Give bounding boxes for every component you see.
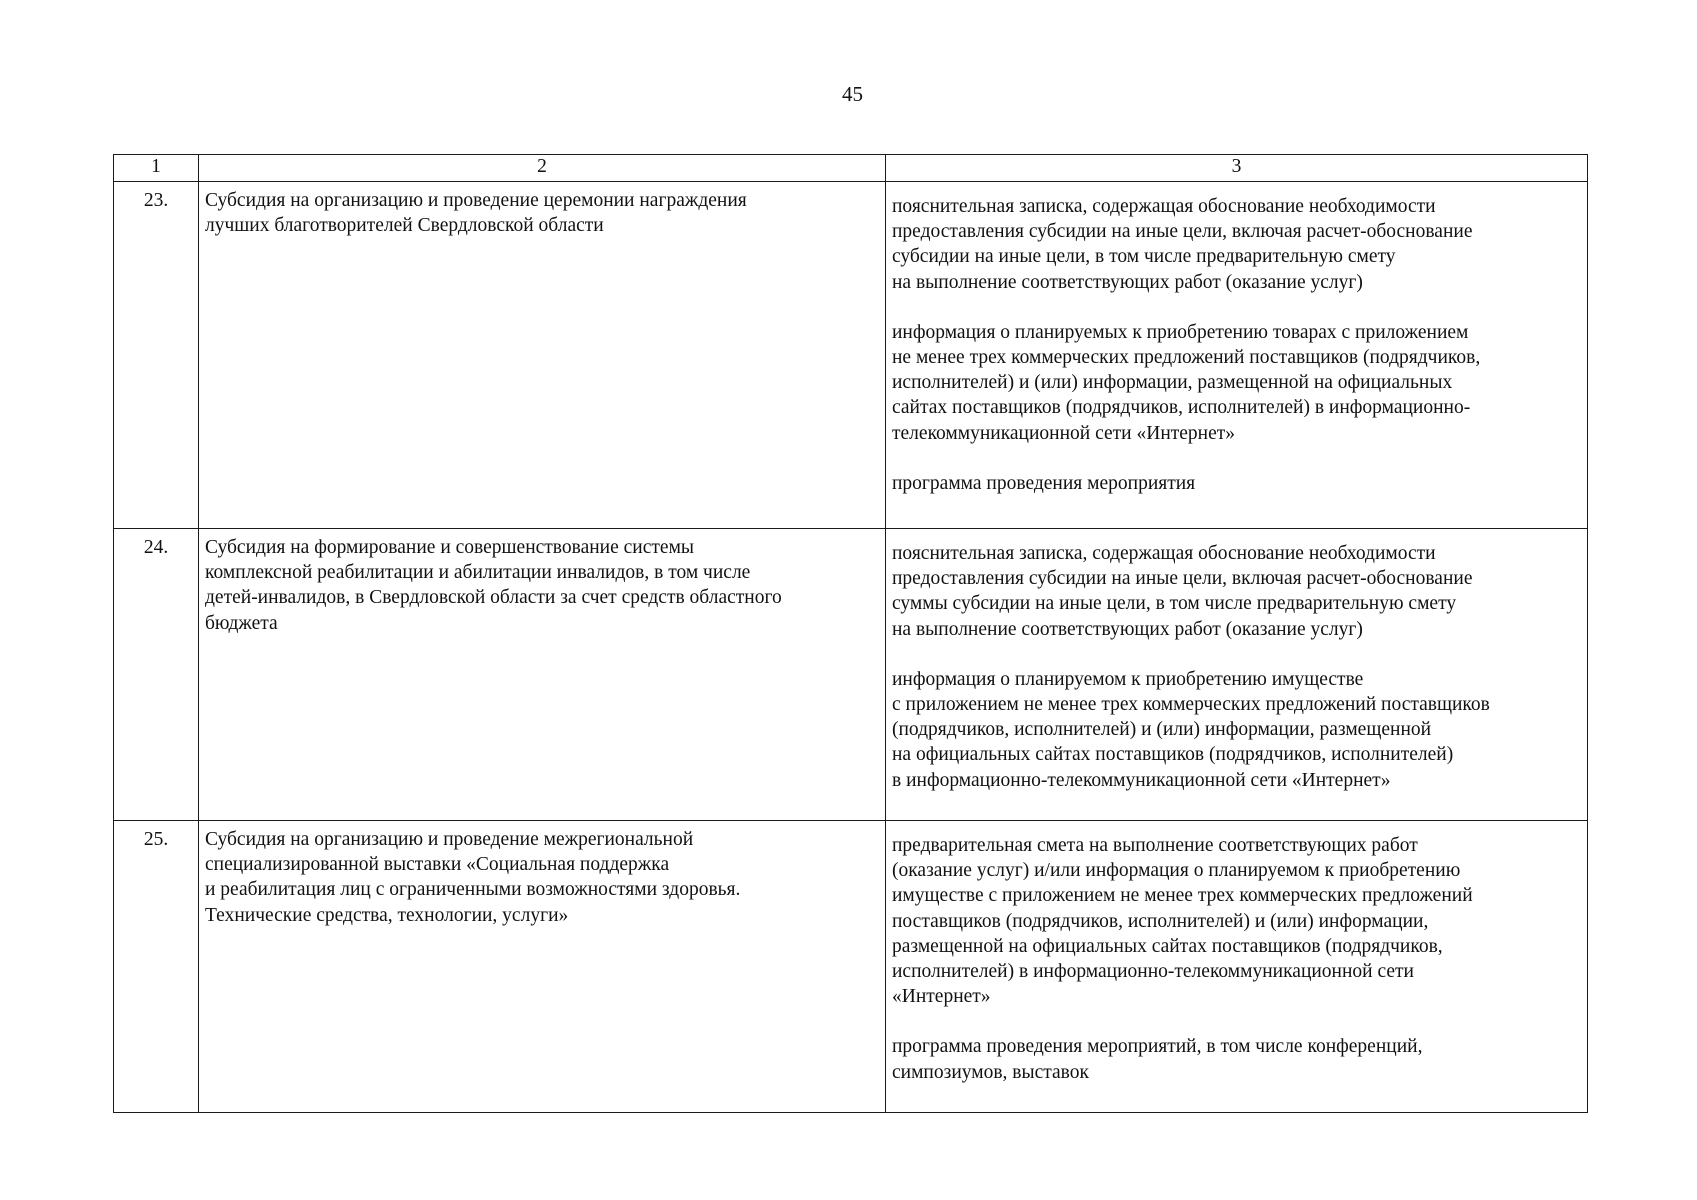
- document-item: предварительная смета на выполнение соответствующих работ (оказание услуг) и/или информация о планируемом к приобретению имуществе с приложением не менее трех коммерческих предложений поставщиков (подрядчиков, исполнителей) и (или) информации, размещенной на официальных сайтах поставщиков (подрядчиков, исполнителей) в информационно-телекоммуникационной сети «Интернет»: [892, 835, 1473, 1008]
- table-row: [114, 821, 1588, 1113]
- column-header-3: 3: [886, 155, 1588, 182]
- subsidy-description: [199, 529, 886, 821]
- table-row: [114, 182, 1588, 529]
- table-header-row: [114, 155, 1588, 182]
- document-item: программа проведения мероприятия: [892, 472, 1196, 494]
- row-number: 24.: [114, 529, 199, 821]
- required-documents: [886, 821, 1588, 1113]
- required-documents: [886, 529, 1588, 821]
- document-item: программа проведения мероприятий, в том числе конференций, симпозиумов, выставок: [892, 1036, 1423, 1083]
- column-header-1: 1: [114, 155, 199, 182]
- required-documents: [886, 182, 1588, 529]
- subsidy-description-text: Субсидия на организацию и проведение межрегиональной специализированной выставки «Социальная поддержка и реабилитация лиц с ограниченными возможностями здоровья. Технические средства, технологии, услуги»: [205, 829, 741, 926]
- subsidy-description-text: Субсидия на формирование и совершенствование системы комплексной реабилитации и абилитации инвалидов, в том числе детей-инвалидов, в Свердловской области за счет средств областного бюджета: [205, 537, 782, 634]
- document-item: пояснительная записка, содержащая обоснование необходимости предоставления субсидии на иные цели, включая расчет-обоснование суммы субсидии на иные цели, в том числе предварительную смету на выполнение соответствующих работ (оказание услуг): [892, 543, 1473, 640]
- row-number: 25.: [114, 821, 199, 1113]
- document-table: [113, 154, 1588, 1113]
- column-header-2: 2: [199, 155, 886, 182]
- document-item: информация о планируемых к приобретению товарах с приложением не менее трех коммерческих предложений поставщиков (подрядчиков, исполнителей) и (или) информации, размещенной на официальных сайтах поставщиков (подрядчиков, исполнителей) в информационно- телекоммуникационной сети «Интернет»: [892, 321, 1481, 444]
- page-number: 45: [842, 82, 863, 106]
- subsidy-description: [199, 182, 886, 529]
- table-row: [114, 529, 1588, 821]
- document-item: пояснительная записка, содержащая обоснование необходимости предоставления субсидии на иные цели, включая расчет-обоснование субсидии на иные цели, в том числе предварительную смету на выполнение соответствующих работ (оказание услуг): [892, 196, 1473, 293]
- subsidy-description-text: Субсидия на организацию и проведение церемонии награждения лучших благотворителей Свердловской области: [205, 190, 747, 237]
- subsidy-description: [199, 821, 886, 1113]
- row-number: 23.: [114, 182, 199, 529]
- document-item: информация о планируемом к приобретению имуществе с приложением не менее трех коммерческих предложений поставщиков (подрядчиков, исполнителей) и (или) информации, размещенной на официальных сайтах поставщиков (подрядчиков, исполнителей) в информационно-телекоммуникационной сети «Интернет»: [892, 668, 1490, 791]
